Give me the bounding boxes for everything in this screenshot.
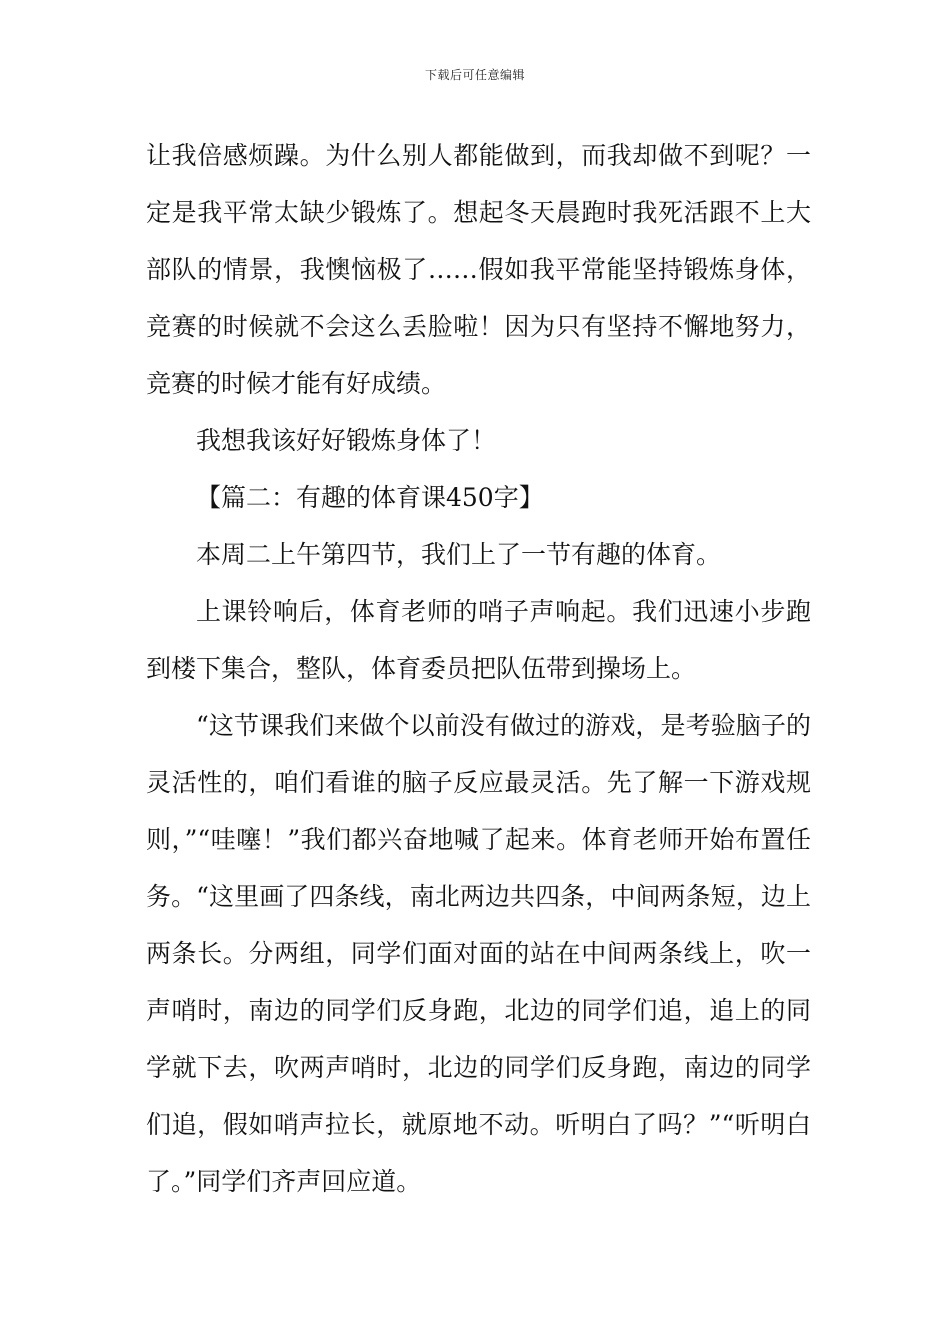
- paragraph-4: 上课铃响后，体育老师的哨子声响起。我们迅速小步跑到楼下集合，整队，体育委员把队伍带到操场上。: [146, 597, 811, 683]
- paragraph-3: 本周二上午第四节，我们上了一节有趣的体育。: [196, 540, 722, 569]
- section-heading: 【篇二：有趣的体育课450字】: [196, 483, 544, 512]
- paragraph-2: 我想我该好好锻炼身体了！: [196, 426, 497, 455]
- document-body: [146, 127, 811, 1210]
- paragraph-1: 让我倍感烦躁。为什么别人都能做到，而我却做不到呢？一定是我平常太缺少锻炼了。想起冬天晨跑时我死活跟不上大部队的情景，我懊恼极了……假如我平常能坚持锻炼身体，竞赛的时候就不会这么丢脸啦！因为只有坚持不懈地努力，竞赛的时候才能有好成绩。: [146, 141, 811, 398]
- page-header-note: 下载后可任意编辑: [424, 68, 525, 82]
- paragraph-5: “这节课我们来做个以前没有做过的游戏，是考验脑子的灵活性的，咱们看谁的脑子反应最灵活。先了解一下游戏规则，”“哇噻！”我们都兴奋地喊了起来。体育老师开始布置任务。“这里画了四条线，南北两边共四条，中间两条短，边上两条长。分两组，同学们面对面的站在中间两条线上，吹一声哨时，南边的同学们反身跑，北边的同学们追，追上的同学就下去，吹两声哨时，北边的同学们反身跑，南边的同学们追，假如哨声拉长，就原地不动。听明白了吗？”“听明白了。”同学们齐声回应道。: [146, 711, 811, 1196]
